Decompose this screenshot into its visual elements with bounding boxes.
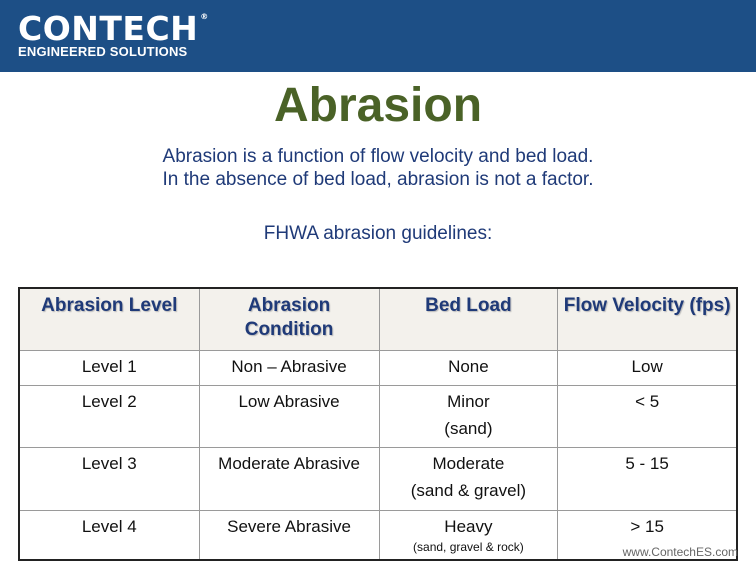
- logo-registered-mark: ®: [200, 12, 209, 21]
- bed-load-detail: (sand): [444, 418, 493, 438]
- bed-load-detail: (sand & gravel): [410, 481, 527, 501]
- header-bar: [0, 0, 756, 72]
- table-row: [19, 351, 737, 386]
- header-abrasion-condition: Abrasion Condition: [199, 288, 379, 351]
- footer-url[interactable]: www.ContechES.com: [622, 545, 738, 559]
- cell-condition: Severe Abrasive: [199, 510, 379, 560]
- bed-load-value: Minor: [447, 391, 490, 411]
- cell-condition: Low Abrasive: [199, 385, 379, 447]
- cell-condition: Moderate Abrasive: [199, 448, 379, 510]
- cell-level: Level 3: [19, 448, 199, 510]
- logo-main-text: CONTECH: [18, 9, 199, 48]
- cell-condition: Non – Abrasive: [199, 351, 379, 386]
- header-abrasion-level: Abrasion Level: [19, 288, 199, 351]
- subtitle-line-1: Abrasion is a function of flow velocity and bed load.: [162, 146, 594, 167]
- cell-level: Level 4: [19, 510, 199, 560]
- page-title: Abrasion: [273, 79, 483, 132]
- cell-bed-load: [379, 385, 558, 447]
- cell-velocity: < 5: [558, 385, 737, 447]
- subtitle-line-2: In the absence of bed load, abrasion is not a factor.: [162, 169, 594, 190]
- header-flow-velocity: Flow Velocity (fps): [558, 288, 737, 351]
- guidelines-label: FHWA abrasion guidelines:: [263, 223, 493, 244]
- bed-load-detail: (sand, gravel & rock): [413, 539, 524, 554]
- cell-velocity: > 15: [558, 510, 737, 560]
- cell-bed-load: [379, 351, 558, 386]
- cell-level: Level 1: [19, 351, 199, 386]
- abrasion-table: [18, 287, 738, 561]
- bed-load-value: Heavy: [444, 516, 493, 536]
- table-row: [19, 385, 737, 447]
- cell-velocity: 5 - 15: [558, 448, 737, 510]
- header-bed-load: Bed Load: [379, 288, 558, 351]
- logo-tagline: ENGINEERED SOLUTIONS: [18, 44, 188, 59]
- cell-bed-load: [379, 510, 558, 560]
- cell-bed-load: [379, 448, 558, 510]
- contech-logo[interactable]: [18, 9, 209, 59]
- table-row: [19, 448, 737, 510]
- cell-level: Level 2: [19, 385, 199, 447]
- logo-wordmark: [18, 9, 209, 48]
- bed-load-value: None: [448, 357, 489, 376]
- table-header-row: [19, 288, 737, 351]
- bed-load-value: Moderate: [432, 454, 505, 474]
- cell-velocity: Low: [558, 351, 737, 386]
- subtitle: [0, 145, 756, 191]
